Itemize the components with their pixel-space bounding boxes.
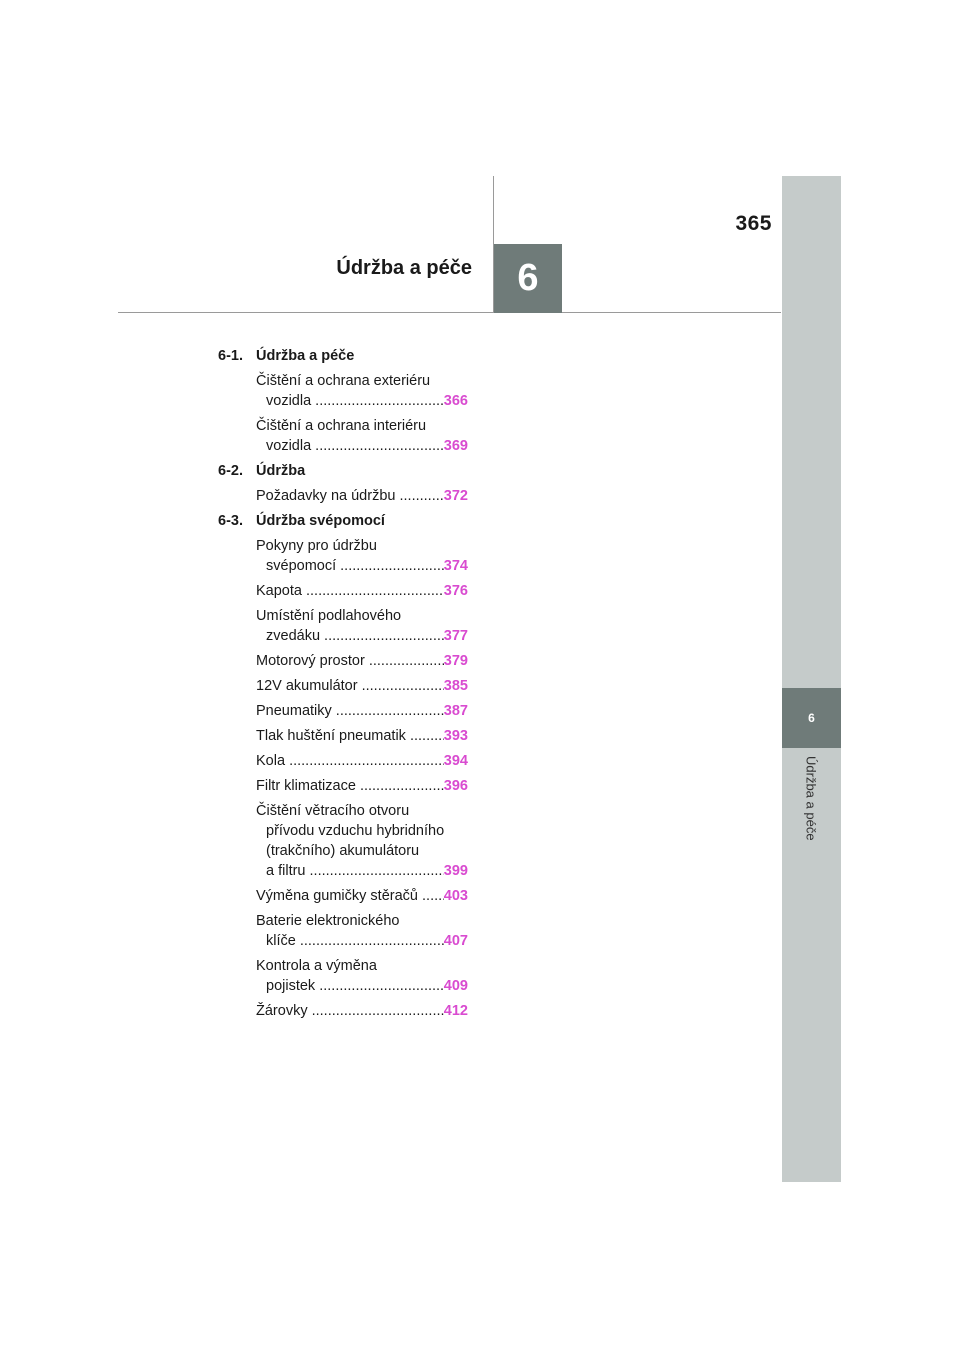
- toc-page-link[interactable]: 412: [443, 1003, 468, 1019]
- toc-page-link[interactable]: 393: [443, 728, 468, 744]
- toc-entry-leader-row: [256, 861, 468, 881]
- toc-page-link[interactable]: 377: [443, 628, 468, 644]
- toc-entry[interactable]: [256, 886, 468, 906]
- toc-entry-text: Pokyny pro údržbu: [256, 538, 377, 554]
- toc-page-link[interactable]: 369: [443, 438, 468, 454]
- toc-section[interactable]: [218, 511, 468, 531]
- toc-entry-leader-row: [256, 391, 468, 411]
- toc-entry-leader-row: [256, 556, 468, 576]
- toc-entry[interactable]: [256, 581, 468, 601]
- toc-entry-text: (trakčního) akumulátoru: [266, 843, 420, 859]
- toc-section-number: 6-3.: [218, 513, 243, 529]
- toc-section-number: 6-1.: [218, 348, 243, 364]
- toc-dot-leader: [340, 556, 444, 576]
- toc-page-link[interactable]: 387: [443, 703, 468, 719]
- toc-entry[interactable]: [256, 676, 468, 696]
- toc-entry-text: Filtr klimatizace: [256, 778, 360, 794]
- toc-page-link[interactable]: 407: [443, 933, 468, 949]
- toc-section-title: Údržba svépomocí: [256, 513, 385, 529]
- toc-dot-leader: [310, 861, 444, 881]
- toc-entry-text: a filtru: [266, 863, 310, 879]
- toc-entry-leader-row: [256, 486, 468, 506]
- toc-entry-leader-row: [256, 776, 468, 796]
- page-number: 365: [735, 212, 772, 235]
- toc-entry-text: Umístění podlahového: [256, 608, 402, 624]
- toc-entry-text: Požadavky na údržbu: [256, 488, 400, 504]
- toc-entry-text: Výměna gumičky stěračů: [256, 888, 423, 904]
- toc-section[interactable]: [218, 461, 468, 481]
- toc-page-link[interactable]: 396: [443, 778, 468, 794]
- toc-entry[interactable]: [256, 536, 468, 576]
- toc-entry-leader-row: [256, 581, 468, 601]
- toc-entry[interactable]: [256, 651, 468, 671]
- toc-section-title: Údržba: [256, 463, 306, 479]
- toc-entry-text: vozidla: [266, 393, 316, 409]
- side-tab-label: Údržba a péče: [803, 756, 819, 841]
- toc-entry[interactable]: [256, 486, 468, 506]
- toc-entry-text: svépomocí: [266, 558, 341, 574]
- toc-dot-leader: [422, 886, 444, 906]
- toc-entry[interactable]: [256, 416, 468, 456]
- toc-entry-text: Kola: [256, 753, 290, 769]
- toc-page-link[interactable]: 366: [443, 393, 468, 409]
- toc-page-link[interactable]: 399: [443, 863, 468, 879]
- toc-dot-leader: [306, 581, 444, 601]
- toc-entry-text: 12V akumulátor: [256, 678, 362, 694]
- toc-entry-text: Čištění a ochrana exteriéru: [256, 373, 431, 389]
- toc-entry-text: přívodu vzduchu hybridního: [266, 823, 445, 839]
- toc-entry-leader-row: [256, 626, 468, 646]
- toc-entry-leader-row: [256, 931, 468, 951]
- toc-entry-leader-row: [256, 1001, 468, 1021]
- toc-entry-text: Motorový prostor: [256, 653, 369, 669]
- toc-entry-text: Čištění a ochrana interiéru: [256, 418, 427, 434]
- toc-entry-leader-row: [256, 751, 468, 771]
- toc-entry-text: Tlak huštění pneumatik: [256, 728, 410, 744]
- toc-entry[interactable]: [256, 701, 468, 721]
- toc-entry[interactable]: [256, 726, 468, 746]
- toc-page-link[interactable]: 372: [443, 488, 468, 504]
- side-tab-chapter[interactable]: 6: [782, 688, 841, 748]
- toc-entry[interactable]: [256, 956, 468, 996]
- toc-entry-leader-row: [256, 651, 468, 671]
- toc-entry-text: vozidla: [266, 438, 316, 454]
- toc-entry-text: pojistek: [266, 978, 320, 994]
- toc-dot-leader: [315, 391, 444, 411]
- toc-entry[interactable]: [256, 371, 468, 411]
- chapter-number-box: 6: [494, 244, 562, 313]
- toc-entry-leader-row: [256, 701, 468, 721]
- toc-dot-leader: [319, 976, 444, 996]
- toc-page-link[interactable]: 379: [443, 653, 468, 669]
- toc-section-number: 6-2.: [218, 463, 243, 479]
- toc-page-link[interactable]: 403: [443, 888, 468, 904]
- toc-dot-leader: [362, 676, 444, 696]
- toc-dot-leader: [399, 486, 443, 506]
- toc-entry[interactable]: [256, 776, 468, 796]
- toc-entry[interactable]: [256, 911, 468, 951]
- toc-dot-leader: [369, 651, 444, 671]
- toc-dot-leader: [324, 626, 444, 646]
- toc-entry-text: klíče: [266, 933, 300, 949]
- toc-entry-text: Kontrola a výměna: [256, 958, 377, 974]
- toc-entry[interactable]: [256, 801, 468, 881]
- toc-dot-leader: [336, 701, 444, 721]
- toc-entry-text: Pneumatiky: [256, 703, 336, 719]
- toc-entry[interactable]: [256, 606, 468, 646]
- toc-entry-leader-row: [256, 976, 468, 996]
- side-thumb-bar: [782, 176, 841, 1182]
- toc-entry-text: Kapota: [256, 583, 306, 599]
- toc-entry-text: Žárovky: [256, 1003, 312, 1019]
- toc-section[interactable]: [218, 346, 468, 366]
- toc-page-link[interactable]: 376: [443, 583, 468, 599]
- toc-dot-leader: [410, 726, 444, 746]
- toc-entry-text: zvedáku: [266, 628, 325, 644]
- toc-dot-leader: [360, 776, 444, 796]
- toc-entry[interactable]: [256, 1001, 468, 1021]
- toc-dot-leader: [300, 931, 444, 951]
- toc-entry-leader-row: [256, 726, 468, 746]
- toc-entry-leader-row: [256, 886, 468, 906]
- toc-page-link[interactable]: 385: [443, 678, 468, 694]
- toc-page-link[interactable]: 394: [443, 753, 468, 769]
- table-of-contents: [218, 346, 468, 1026]
- toc-page-link[interactable]: 409: [443, 978, 468, 994]
- chapter-title: Údržba a péče: [336, 257, 472, 279]
- toc-dot-leader: [312, 1001, 444, 1021]
- toc-page-link[interactable]: 374: [443, 558, 468, 574]
- toc-entry-leader-row: [256, 676, 468, 696]
- toc-dot-leader: [289, 751, 444, 771]
- toc-entry-text: Čištění větracího otvoru: [256, 803, 410, 819]
- toc-dot-leader: [315, 436, 444, 456]
- header-horizontal-rule: [118, 312, 781, 313]
- toc-entry[interactable]: [256, 751, 468, 771]
- toc-entry-text: Baterie elektronického: [256, 913, 400, 929]
- toc-entry-leader-row: [256, 436, 468, 456]
- toc-section-title: Údržba a péče: [256, 348, 355, 364]
